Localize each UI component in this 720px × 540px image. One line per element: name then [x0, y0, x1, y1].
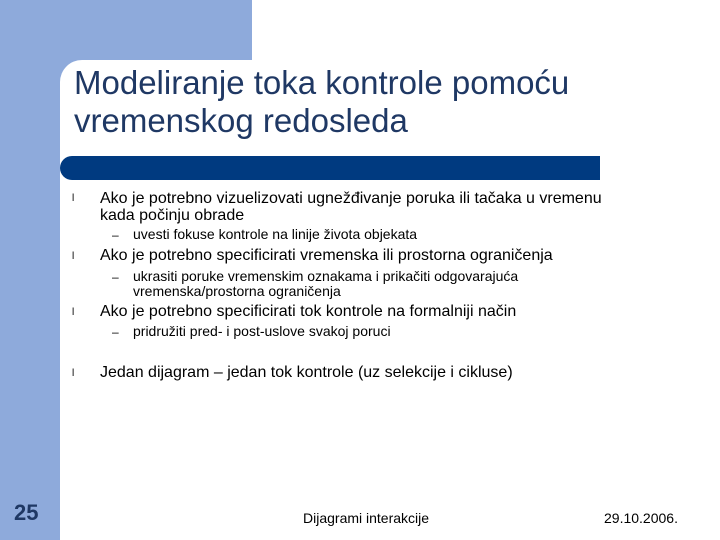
title-divider-bar [60, 156, 600, 180]
sub-bullet-dash-icon: – [112, 270, 119, 284]
sub-bullet-dash-icon: – [112, 325, 119, 339]
bullet-icon: l [72, 193, 75, 204]
bullet-item-4: Jedan dijagram – jedan tok kontrole (uz selekcije i cikluse) [100, 364, 513, 381]
sub-bullet-dash-icon: – [112, 228, 119, 242]
slide-title-line-2: vremenskog redosleda [74, 102, 408, 139]
bullet-item-3: Ako je potrebno specificirati tok kontrole na formalniji način [100, 303, 517, 320]
footer-date: 29.10.2006. [604, 510, 678, 526]
sub-item-1-1: uvesti fokuse kontrole na linije života objekata [133, 226, 418, 242]
sub-item-3-1: pridružiti pred- i post-uslove svakoj poruci [133, 323, 391, 339]
bullet-item-1 [100, 190, 700, 224]
sub-item-2-1-line-2: vremenska/prostorna ograničenja [133, 283, 341, 299]
slide-title [74, 64, 694, 140]
slide-number: 25 [14, 500, 39, 525]
slide-title-line-1: Modeliranje toka kontrole pomoću [74, 64, 570, 101]
sub-item-2-1 [133, 269, 693, 299]
bullet-item-1-line-2: kada počinju obrade [100, 207, 245, 224]
sub-item-2-1-line-1: ukrasiti poruke vremenskim oznakama i prikačiti odgovarajuća [133, 268, 519, 284]
footer-title: Dijagrami interakcije [303, 510, 430, 526]
bullet-icon: l [72, 307, 75, 318]
bullet-item-1-line-1: Ako je potrebno vizuelizovati ugnežđivanje poruka ili tačaka u vremenu [100, 190, 602, 207]
bullet-icon: l [72, 251, 75, 262]
bullet-item-2: Ako je potrebno specificirati vremenska ili prostorna ograničenja [100, 247, 553, 264]
bullet-icon: l [72, 368, 75, 379]
